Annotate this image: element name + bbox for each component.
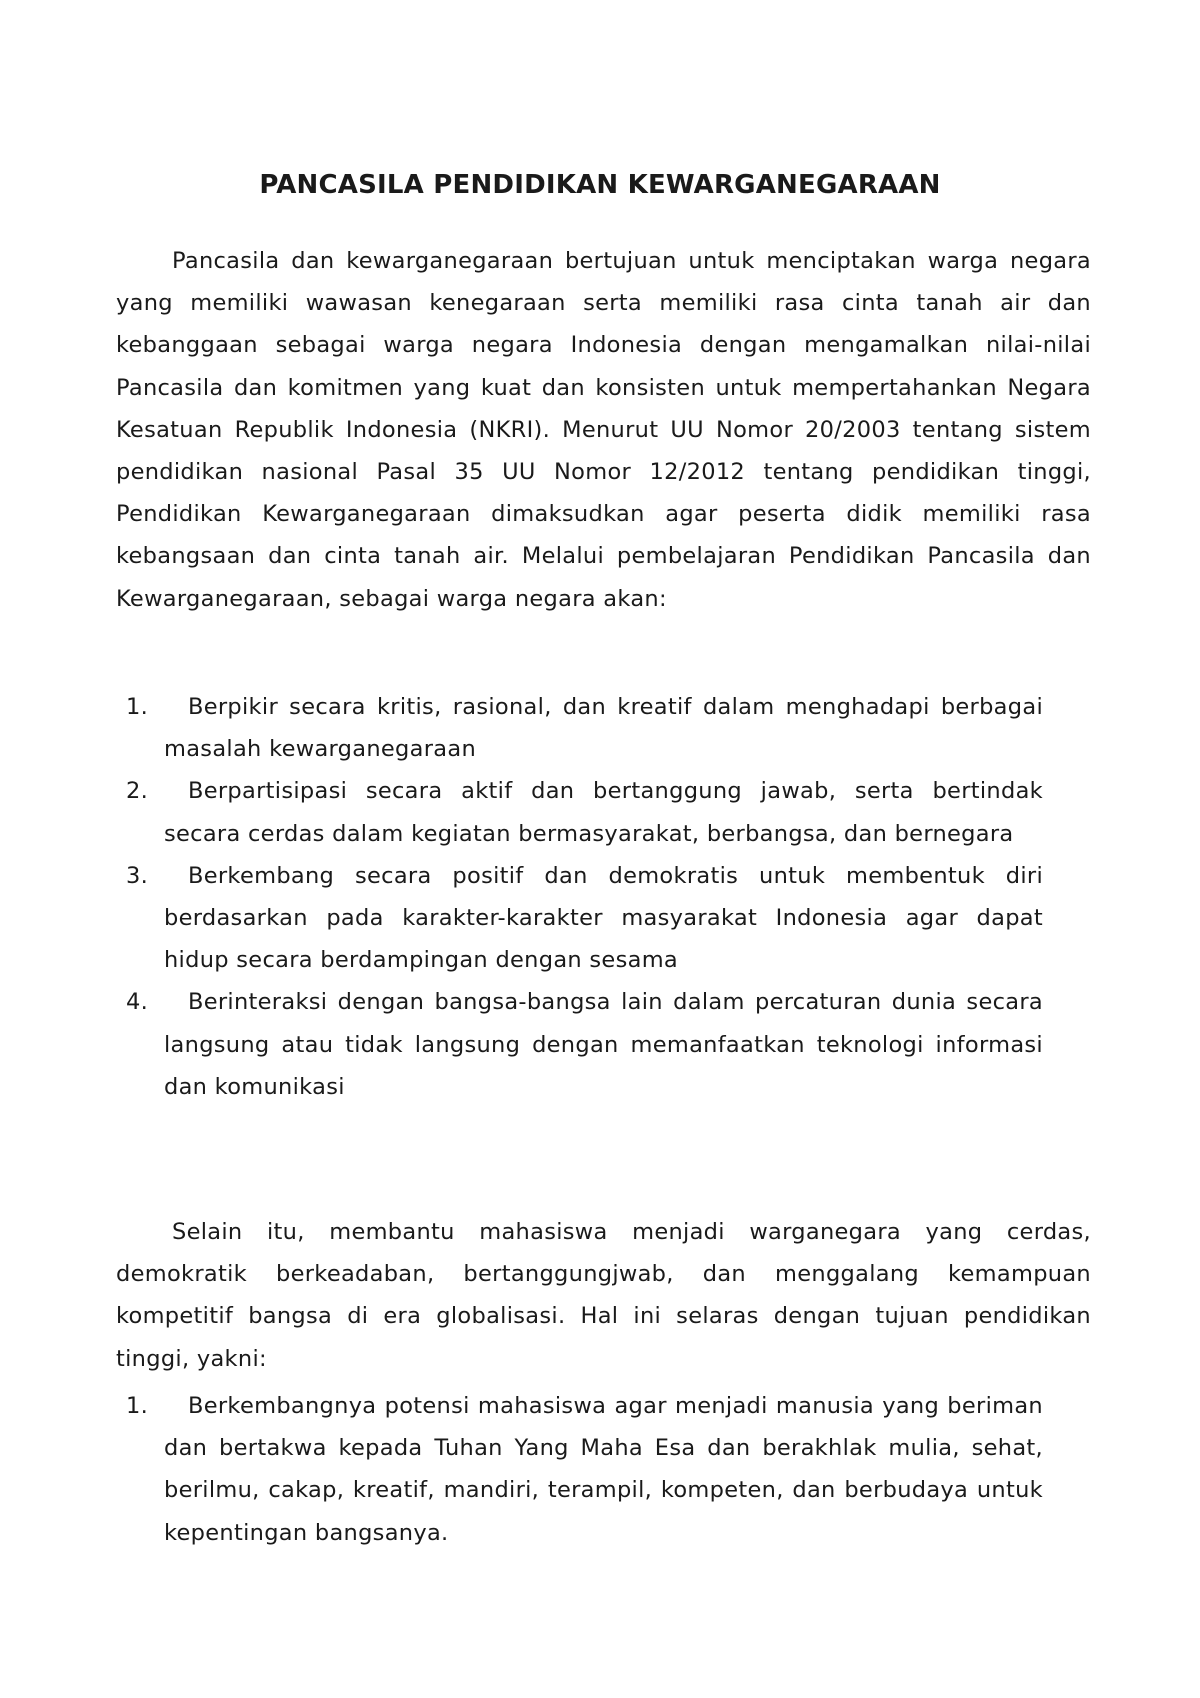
citizen-goals-list [116, 686, 1043, 1108]
list-item-number: 1. [126, 694, 149, 720]
higher-education-goals-list [116, 1385, 1043, 1554]
list-item-number: 2. [126, 778, 149, 805]
document-title: PANCASILA PENDIDIKAN KEWARGANEGARAAN [259, 170, 941, 200]
list-item [116, 770, 1043, 854]
list-item [116, 981, 1043, 1108]
list-item-text: Berkembang secara positif dan demokratis untuk membentuk diri berdasarkan pada karakter-karakter masyarakat Indonesia agar dapat hidup secara berdampingan dengan sesama [164, 862, 1043, 974]
intro-paragraph: Pancasila dan kewarganegaraan bertujuan untuk menciptakan warga negara yang memiliki wawasan kenegaraan serta memiliki rasa cinta tanah air dan kebanggaan sebagai warga negara Indonesia dengan mengamalkan nilai-nilai Pancasila dan komitmen yang kuat dan konsisten untuk mempertahankan Negara Kesatuan Republik Indonesia (NKRI). Menurut UU Nomor 20/2003 tentang sistem pendidikan nasional Pasal 35 UU Nomor 12/2012 tentang pendidikan tinggi, Pendidikan Kewarganegaraan dimaksudkan agar peserta didik memiliki rasa kebangsaan dan cinta tanah air. Melalui pembelajaran Pendidikan Pancasila dan Kewarganegaraan, sebagai warga negara akan: [116, 248, 1091, 612]
second-paragraph: Selain itu, membantu mahasiswa menjadi warganegara yang cerdas, demokratik berkeadaban, bertanggungjwab, dan menggalang kemampuan kompetitif bangsa di era globalisasi. Hal ini selaras dengan tujuan pendidikan tinggi, yakni: [116, 1219, 1091, 1372]
list-item-text: Berpikir secara kritis, rasional, dan kreatif dalam menghadapi berbagai masalah kewarganegaraan [164, 694, 1043, 763]
list-item [116, 686, 1043, 770]
list-item-number: 4. [126, 989, 149, 1016]
list-item-number: 1. [126, 1393, 149, 1419]
list-item-text: Berinteraksi dengan bangsa-bangsa lain dalam percaturan dunia secara langsung atau tidak langsung dengan memanfaatkan teknologi informasi dan komunikasi [164, 989, 1043, 1100]
list-item [116, 855, 1043, 982]
list-item-number: 3. [126, 862, 149, 889]
list-item-text: Berpartisipasi secara aktif dan bertanggung jawab, serta bertindak secara cerdas dalam kegiatan bermasyarakat, berbangsa, dan bernegara [164, 778, 1043, 847]
list-item [116, 1385, 1043, 1554]
list-item-text: Berkembangnya potensi mahasiswa agar menjadi manusia yang beriman dan bertakwa kepada Tuhan Yang Maha Esa dan berakhlak mulia, sehat, berilmu, cakap, kreatif, mandiri, terampil, kompeten, dan berbudaya untuk kepentingan bangsanya. [164, 1393, 1043, 1546]
